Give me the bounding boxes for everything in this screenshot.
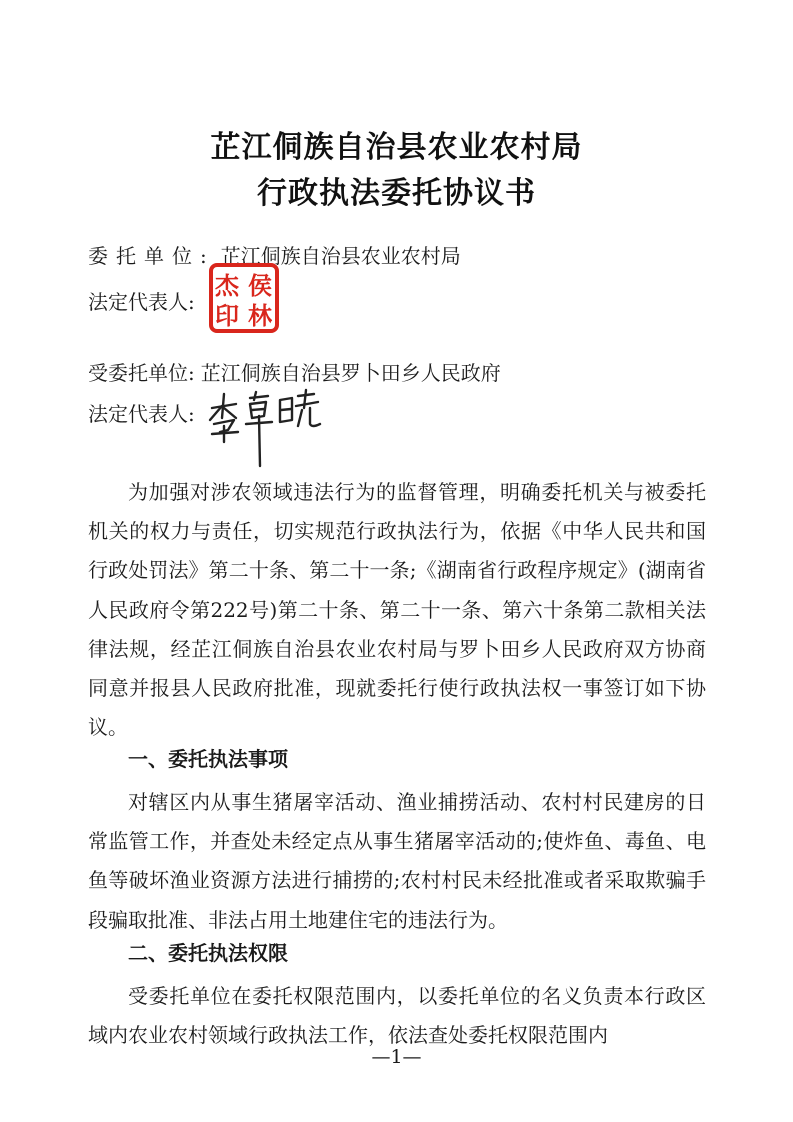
- paragraph-preamble-text: 为加强对涉农领域违法行为的监督管理，明确委托机关与被委托机关的权力与责任，切实规范行政执法行为，依据《中华人民共和国行政处罚法》第二十条、第二十一条;《湖南省行政程序规定》(湖南省人民政府令第222号)第二十条、第二十一条、第六十条第二款相关法律法规，经芷江侗族自治县农业农村局与罗卜田乡人民政府双方协商同意并报县人民政府批准，现就委托行使行政执法权一事签订如下协议。: [88, 480, 706, 740]
- paragraph-entrusted-authority-text: 受委托单位在委托权限范围内，以委托单位的名义负责本行政区域内农业农村领域行政执法工作，依法查处委托权限范围内: [88, 984, 706, 1048]
- section-heading-2: 二、委托执法权限: [128, 941, 288, 965]
- entrusted-unit-value: 芷江侗族自治县罗卜田乡人民政府: [200, 361, 501, 385]
- legal-representative-2-label: 法定代表人:: [88, 402, 195, 426]
- page-number: —1—: [371, 1046, 422, 1068]
- svg-text:杰: 杰: [215, 272, 239, 300]
- paragraph-entrusted-authority: [88, 977, 706, 1055]
- entrusted-unit-label: 受委托单位:: [88, 361, 195, 385]
- entrusted-unit-field: [88, 357, 501, 386]
- paragraph-preamble: [88, 473, 706, 747]
- section-heading-1: 一、委托执法事项: [128, 747, 288, 771]
- svg-text:林: 林: [248, 302, 272, 330]
- paragraph-entrusted-matters: [88, 783, 706, 940]
- official-seal-icon: [208, 262, 280, 334]
- paragraph-entrusted-matters-text: 对辖区内从事生猪屠宰活动、渔业捕捞活动、农村村民建房的日常监管工作，并查处未经定点从事生猪屠宰活动的;使炸鱼、毒鱼、电鱼等破坏渔业资源方法进行捕捞的;农村村民未经批准或者采取欺骗手段骗取批准、非法占用土地建住宅的违法行为。: [88, 790, 706, 932]
- legal-representative-2-field: [88, 398, 195, 427]
- legal-representative-1-field: [88, 286, 195, 315]
- svg-text:印: 印: [215, 302, 239, 330]
- legal-representative-1-label: 法定代表人:: [88, 290, 195, 314]
- entrusting-unit-value: 芷江侗族自治县农业农村局: [220, 244, 461, 268]
- document-title-line2: 行政执法委托协议书: [257, 176, 536, 211]
- svg-text:侯: 侯: [248, 272, 272, 300]
- handwritten-signature-icon: [206, 386, 326, 468]
- document-title-line1: 芷江侗族自治县农业农村局: [210, 130, 583, 165]
- entrusting-unit-label: 委托单位:: [88, 244, 215, 268]
